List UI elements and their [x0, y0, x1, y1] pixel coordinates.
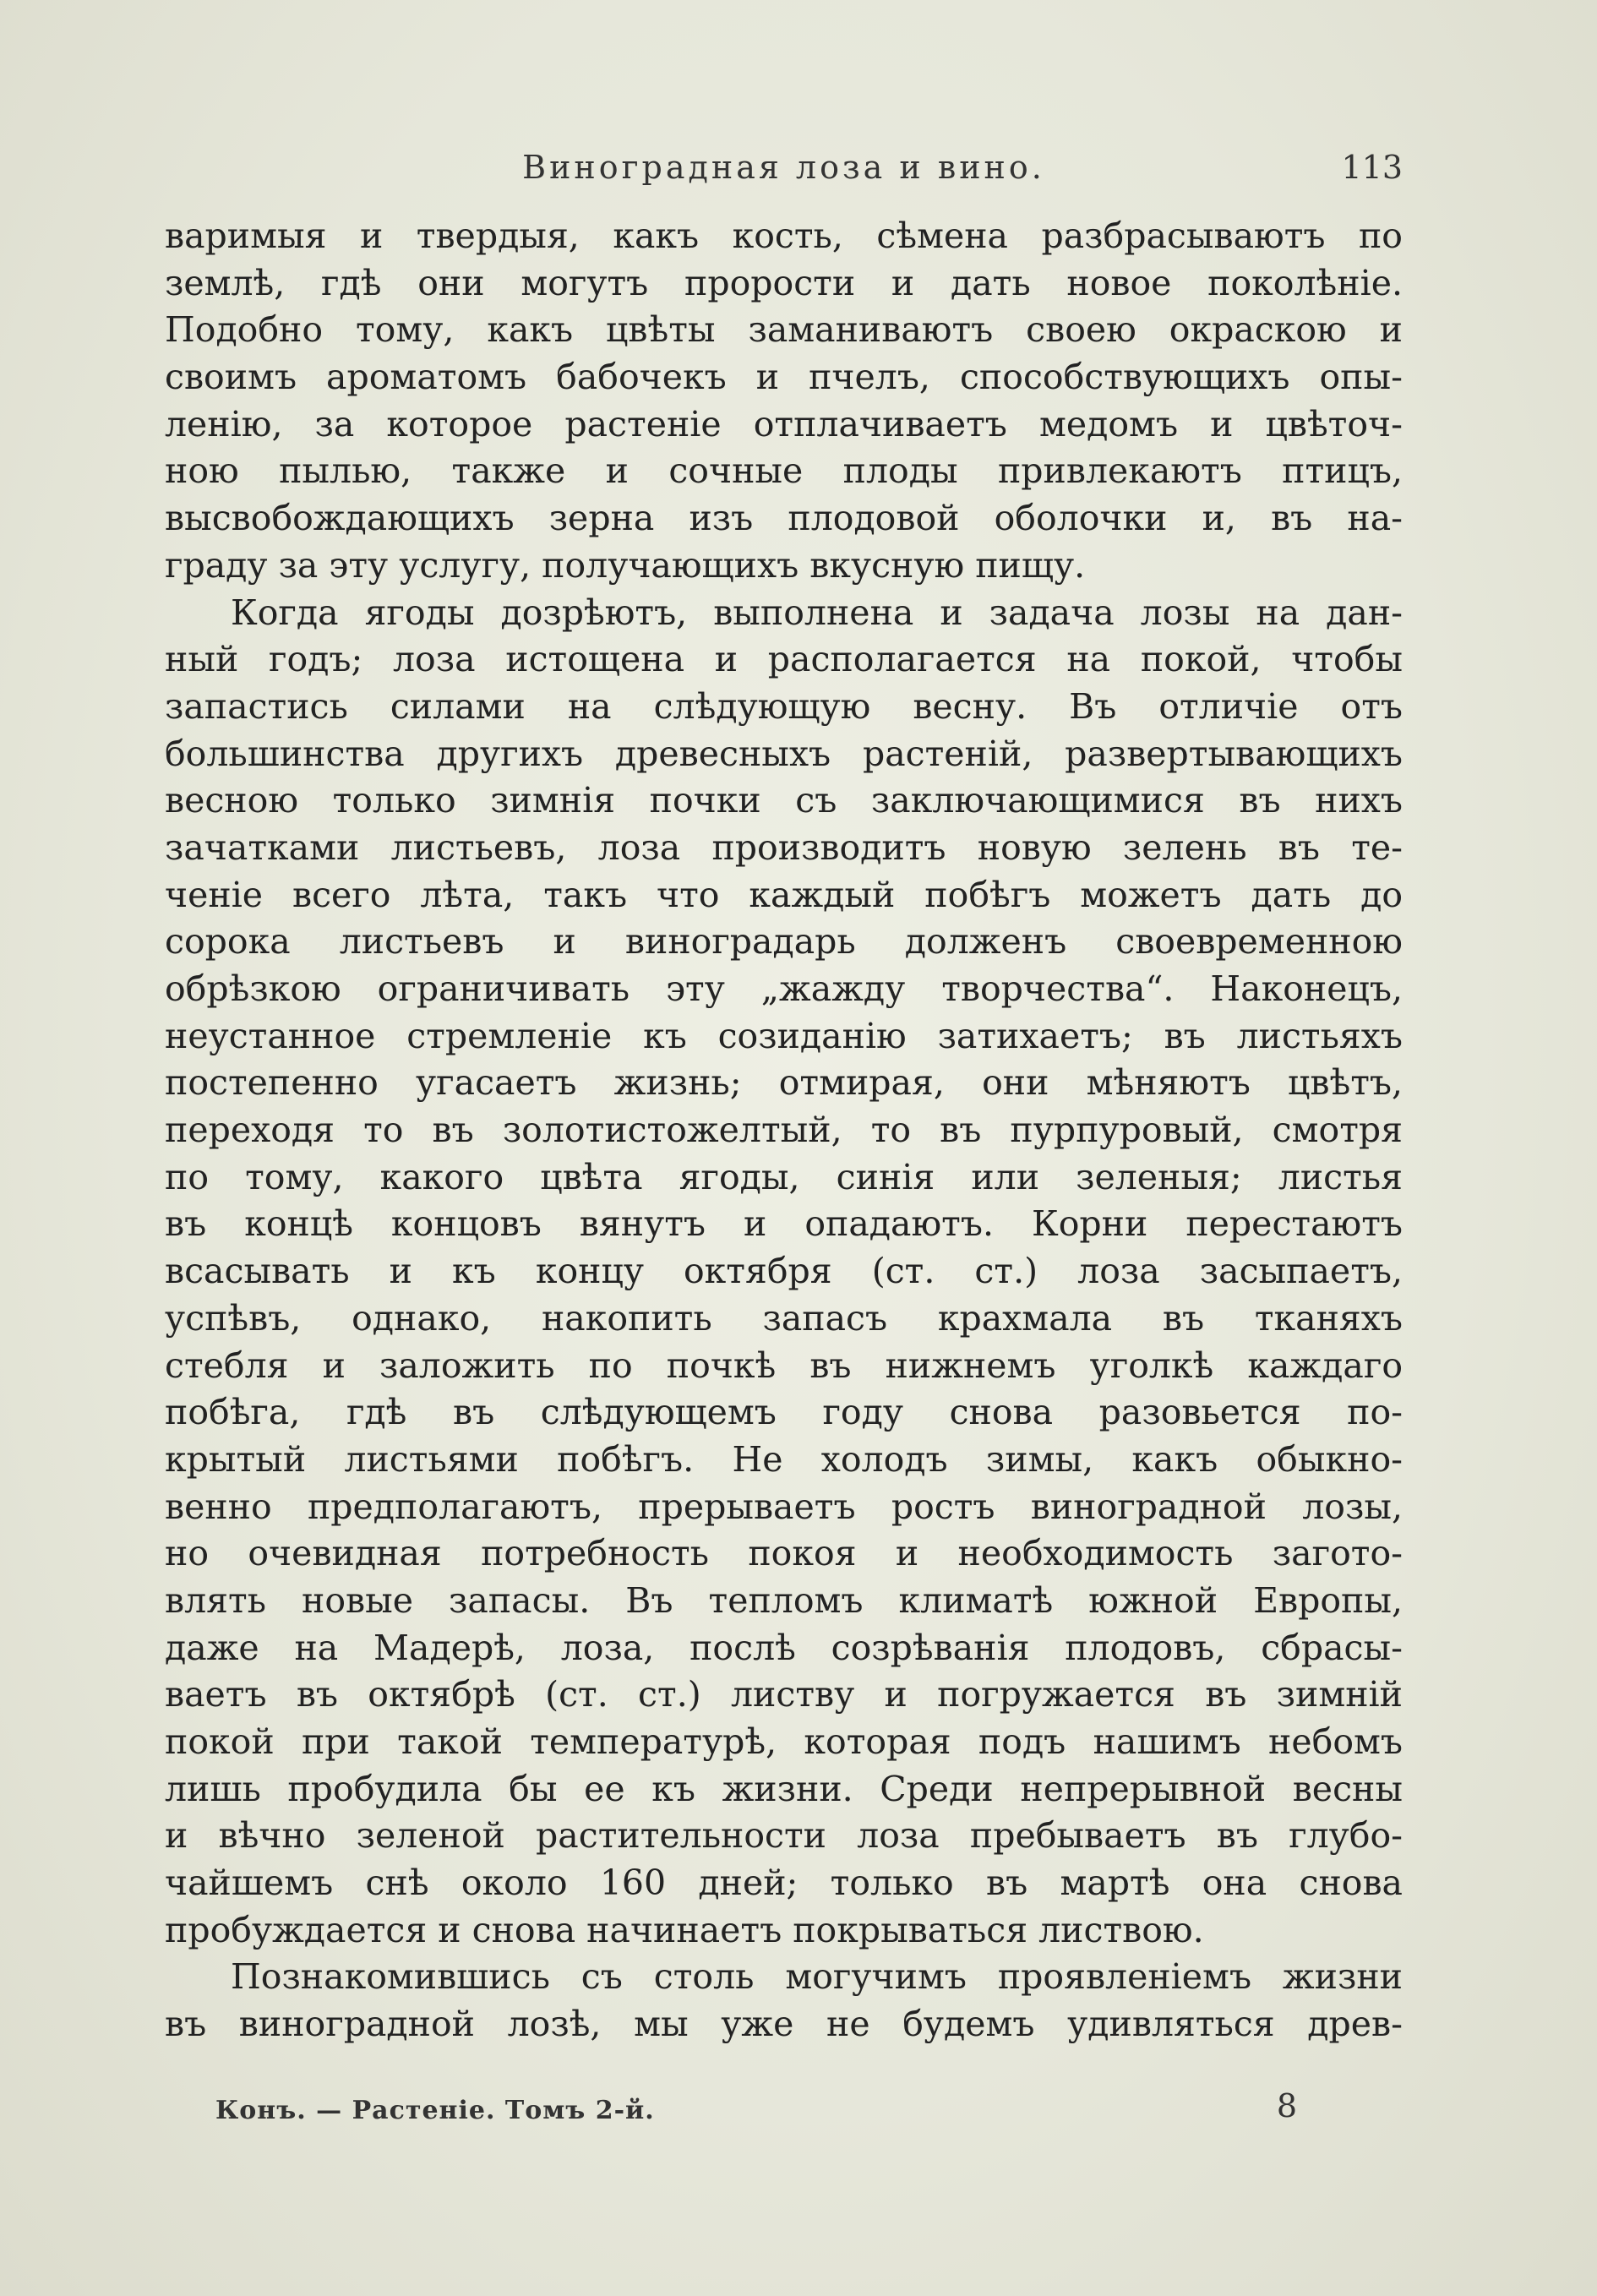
page-number: 113: [1341, 149, 1403, 186]
text-line: въ концѣ концовъ вянутъ и опадаютъ. Корни перестаютъ: [165, 1203, 1403, 1245]
text-line: ный годъ; лоза истощена и располагается на покой, чтобы: [165, 639, 1403, 680]
text-line: лишь пробудила бы ее къ жизни. Среди непрерывной весны: [165, 1768, 1403, 1809]
text-line: своимъ ароматомъ бабочекъ и пчелъ, способствующихъ опы-: [165, 357, 1403, 398]
text-line: по тому, какого цвѣта ягоды, синія или зеленыя; листья: [165, 1156, 1403, 1197]
text-line: ченіе всего лѣта, такъ что каждый побѣгъ можетъ дать до: [165, 874, 1403, 915]
text-line: въ виноградной лозѣ, мы уже не будемъ удивляться древ-: [165, 2004, 1403, 2045]
text-line: ною пылью, также и сочные плоды привлекаютъ птицъ,: [165, 450, 1403, 492]
text-line: крытый листьями побѣгъ. Не холодъ зимы, какъ обыкно-: [165, 1438, 1403, 1480]
text-line: побѣга, гдѣ въ слѣдующемъ году снова разовьется по-: [165, 1392, 1403, 1433]
text-line: сорока листьевъ и виноградарь долженъ своевременною: [165, 921, 1403, 963]
page-footer: [215, 2087, 1297, 2130]
text-line: ленію, за которое растеніе отплачиваетъ медомъ и цвѣточ-: [165, 403, 1403, 444]
text-line: ваетъ въ октябрѣ (ст. ст.) листву и погружается въ зимній: [165, 1674, 1403, 1715]
text-line: Когда ягоды дозрѣютъ, выполнена и задача лозы на дан-: [231, 592, 1403, 633]
text-line: успѣвъ, однако, накопить запасъ крахмала въ тканяхъ: [165, 1297, 1403, 1339]
text-line: неустанное стремленіе къ созиданію затихаетъ; въ листьяхъ: [165, 1015, 1403, 1056]
text-line: зачатками листьевъ, лоза производитъ новую зелень въ те-: [165, 826, 1403, 868]
body-text: [165, 213, 1403, 2048]
text-line: запастись силами на слѣдующую весну. Въ отличіе отъ: [165, 685, 1403, 727]
running-title: Виноградная лоза и вино.: [522, 149, 1045, 186]
text-line: всасывать и къ концу октября (ст. ст.) лоза засыпаетъ,: [165, 1251, 1403, 1292]
text-line: но очевидная потребность покоя и необходимость загото-: [165, 1533, 1403, 1574]
text-line: и вѣчно зеленой растительности лоза пребываетъ въ глубо-: [165, 1815, 1403, 1857]
text-line: венно предполагаютъ, прерываетъ ростъ виноградной лозы,: [165, 1486, 1403, 1527]
text-line: варимыя и твердыя, какъ кость, сѣмена разбрасываютъ по: [165, 215, 1403, 256]
text-line: чайшемъ снѣ около 160 дней; только въ мартѣ она снова: [165, 1862, 1403, 1904]
sheet-mark: 8: [1276, 2087, 1297, 2124]
text-line: землѣ, гдѣ они могутъ прорости и дать новое поколѣніе.: [165, 262, 1403, 303]
text-line: влять новые запасы. Въ тепломъ климатѣ южной Европы,: [165, 1579, 1403, 1621]
text-line: высвобождающихъ зерна изъ плодовой оболочки и, въ на-: [165, 498, 1403, 539]
text-line: покой при такой температурѣ, которая подъ нашимъ небомъ: [165, 1721, 1403, 1762]
text-line: постепенно угасаетъ жизнь; отмирая, они мѣняютъ цвѣтъ,: [165, 1062, 1403, 1104]
text-line: большинства другихъ древесныхъ растеній, развертывающихъ: [165, 733, 1403, 774]
text-line: граду за эту услугу, получающихъ вкусную пищу.: [165, 544, 1086, 586]
signature-line: Конъ. — Растеніе. Томъ 2-й.: [215, 2096, 655, 2125]
text-line: Познакомившись съ столь могучимъ проявленіемъ жизни: [231, 1956, 1403, 1998]
text-line: весною только зимнія почки съ заключающимися въ нихъ: [165, 780, 1403, 821]
text-line: Подобно тому, какъ цвѣты заманиваютъ своею окраскою и: [165, 309, 1403, 351]
text-line: стебля и заложить по почкѣ въ нижнемъ уголкѣ каждаго: [165, 1344, 1403, 1386]
page-header: [165, 149, 1403, 199]
text-line: даже на Мадерѣ, лоза, послѣ созрѣванія плодовъ, сбрасы-: [165, 1627, 1403, 1668]
text-line: обрѣзкою ограничивать эту „жажду творчества“. Наконецъ,: [165, 968, 1403, 1009]
text-line: пробуждается и снова начинаетъ покрываться листвою.: [165, 1909, 1204, 1950]
text-line: переходя то въ золотистожелтый, то въ пурпуровый, смотря: [165, 1110, 1403, 1151]
